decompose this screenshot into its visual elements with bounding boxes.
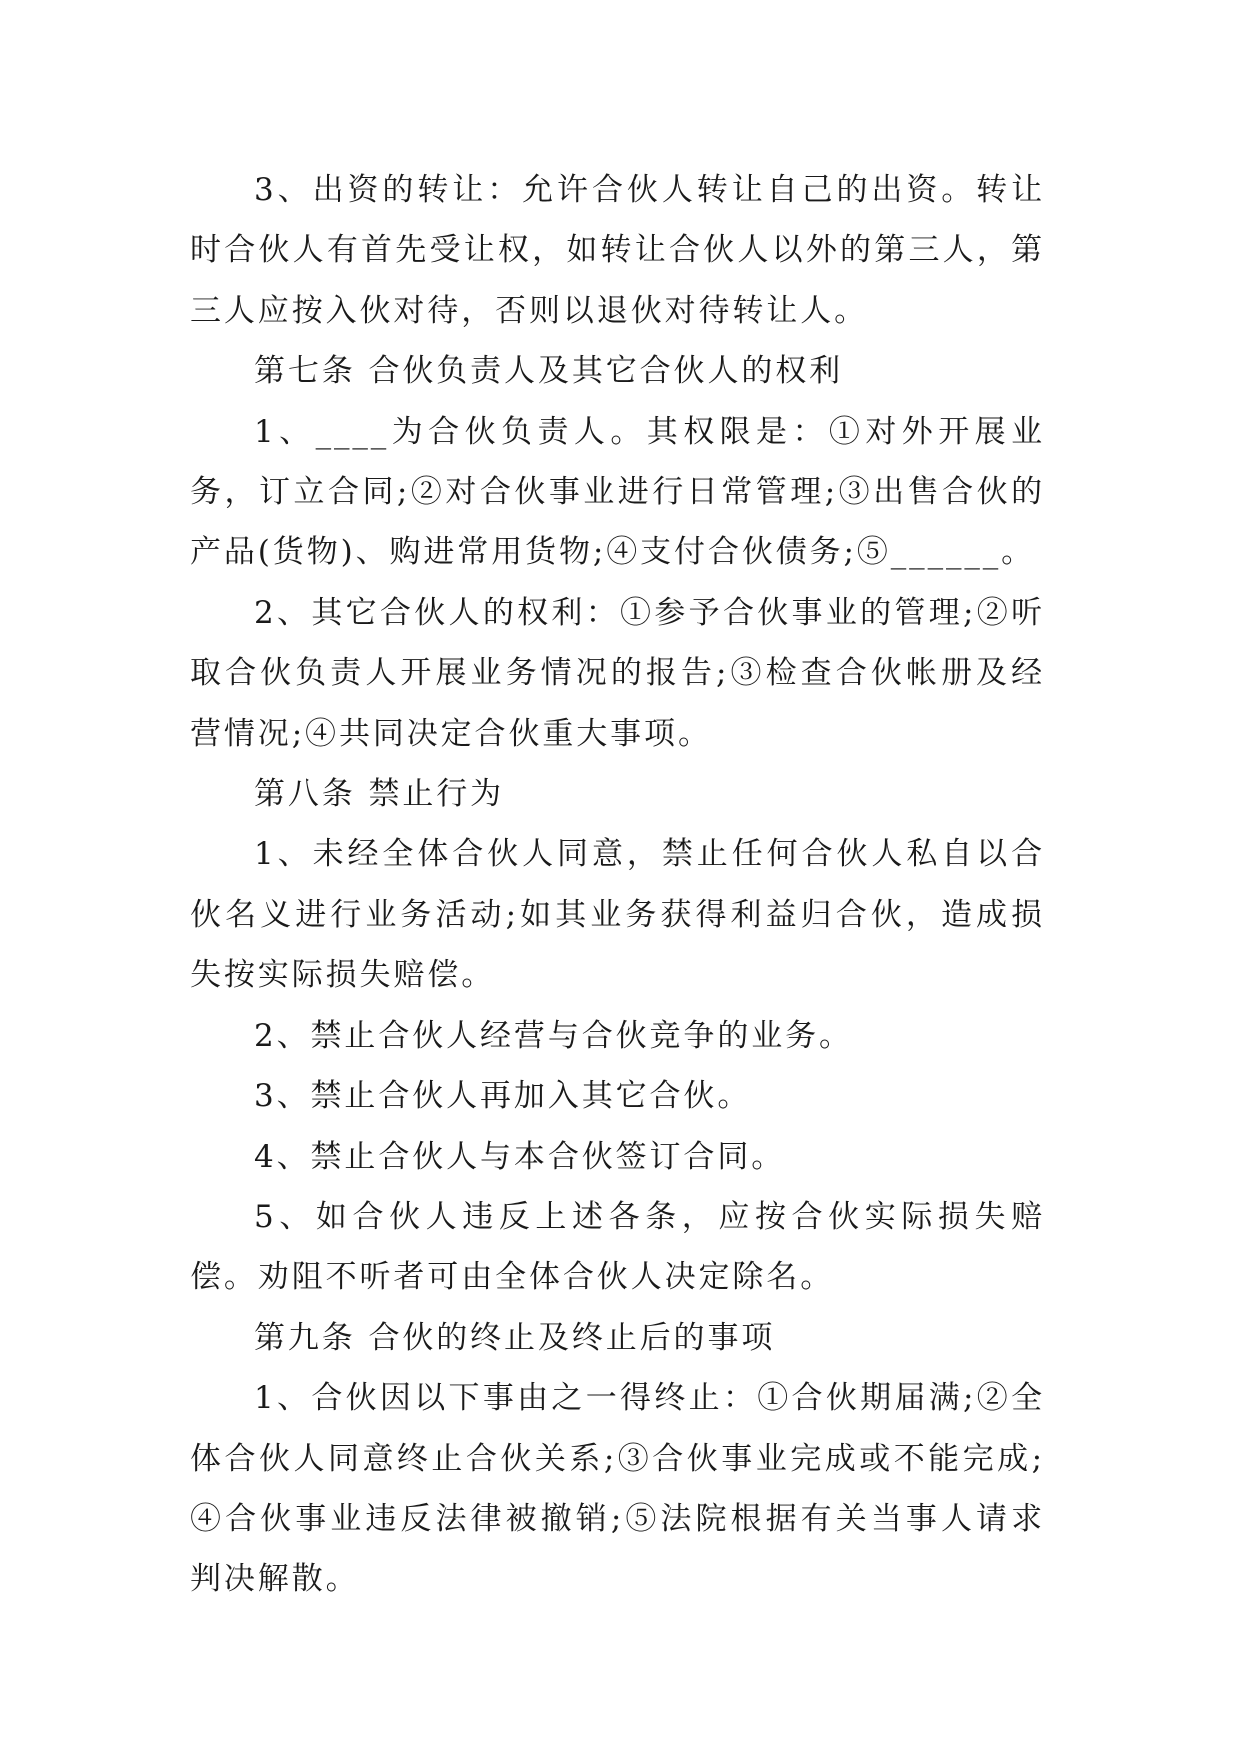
clause-prohibition-4: 4、禁止合伙人与本合伙签订合同。	[254, 1138, 786, 1175]
clause-prohibition-1: 1、未经全体合伙人同意，禁止任何合伙人私自以合伙名义进行业务活动;如其业务获得利益归合伙，造成损失按实际损失赔偿。	[190, 836, 1045, 994]
clause-partner-in-charge: 1、____为合伙负责人。其权限是：①对外开展业务，订立合同;②对合伙事业进行日常管理;③出售合伙的产品(货物)、购进常用货物;④支付合伙债务;⑤______。	[190, 413, 1045, 571]
article-7-heading: 第七条 合伙负责人及其它合伙人的权利	[254, 353, 844, 390]
document-page	[190, 160, 1045, 1610]
article-9-heading: 第九条 合伙的终止及终止后的事项	[254, 1319, 776, 1356]
clause-prohibition-3: 3、禁止合伙人再加入其它合伙。	[254, 1078, 752, 1115]
clause-prohibition-5: 5、如合伙人违反上述各条，应按合伙实际损失赔偿。劝阻不听者可由全体合伙人决定除名。	[190, 1198, 1045, 1296]
article-8-heading: 第八条 禁止行为	[254, 776, 505, 813]
clause-prohibition-2: 2、禁止合伙人经营与合伙竞争的业务。	[254, 1017, 853, 1054]
clause-capital-transfer: 3、出资的转让：允许合伙人转让自己的出资。转让时合伙人有首先受让权，如转让合伙人以外的第三人，第三人应按入伙对待，否则以退伙对待转让人。	[190, 172, 1045, 329]
clause-termination-causes: 1、合伙因以下事由之一得终止：①合伙期届满;②全体合伙人同意终止合伙关系;③合伙事业完成或不能完成;④合伙事业违反法律被撤销;⑤法院根据有关当事人请求判决解散。	[190, 1380, 1045, 1598]
clause-other-partner-rights: 2、其它合伙人的权利：①参予合伙事业的管理;②听取合伙负责人开展业务情况的报告;③检查合伙帐册及经营情况;④共同决定合伙重大事项。	[190, 594, 1045, 752]
